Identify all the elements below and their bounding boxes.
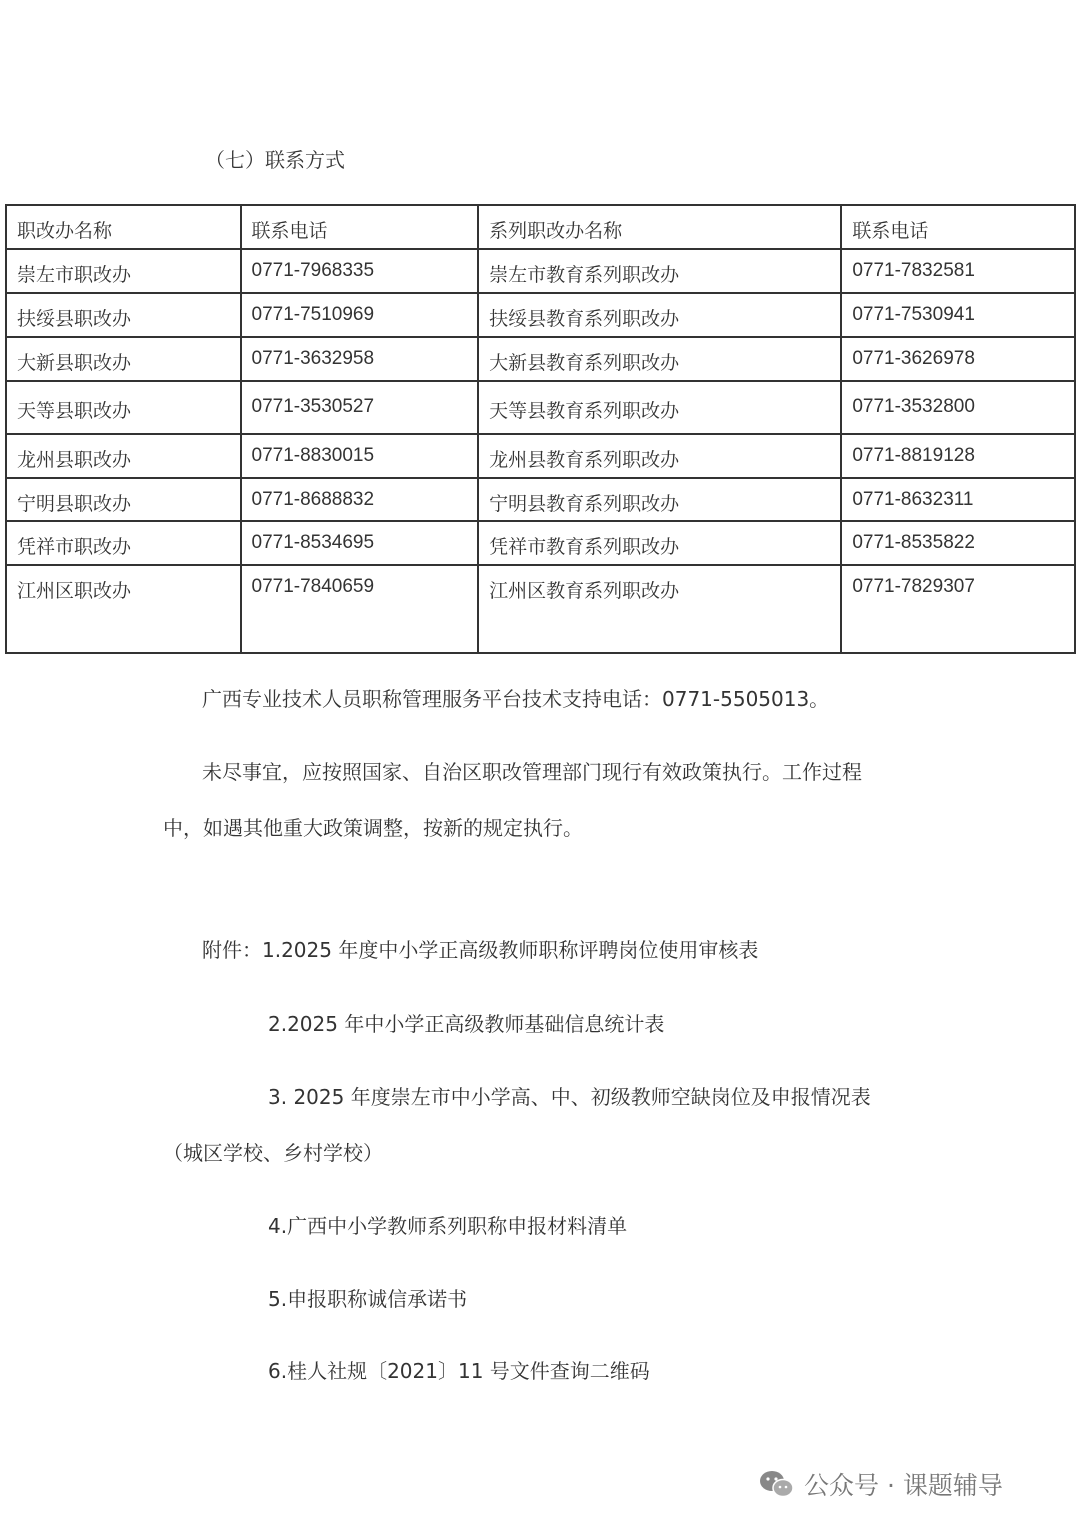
wechat-icon (758, 1469, 796, 1499)
attachment-1: 附件：1.2025 年度中小学正高级教师职称评聘岗位使用审核表 (202, 938, 759, 962)
office-phone: 0771-7510969 (241, 293, 479, 337)
office-phone: 0771-7840659 (241, 565, 479, 653)
office-phone: 0771-3530527 (241, 381, 479, 434)
table-row (6, 434, 1075, 478)
support-phone-line: 广西专业技术人员职称管理服务平台技术支持电话：0771-5505013。 (202, 687, 830, 711)
table-header-row (6, 205, 1075, 249)
series-office-phone: 0771-8535822 (841, 521, 1075, 565)
series-office-phone: 0771-3626978 (841, 337, 1075, 381)
series-office-name: 凭祥市教育系列职改办 (478, 521, 841, 565)
header-cell: 联系电话 (841, 205, 1075, 249)
series-office-name: 大新县教育系列职改办 (478, 337, 841, 381)
attachment-6: 6.桂人社规〔2021〕11 号文件查询二维码 (268, 1359, 650, 1383)
office-phone: 0771-8688832 (241, 478, 479, 521)
office-phone: 0771-8830015 (241, 434, 479, 478)
note-line-1: 未尽事宜，应按照国家、自治区职改管理部门现行有效政策执行。工作过程 (202, 760, 862, 784)
table-row (6, 293, 1075, 337)
series-office-name: 龙州县教育系列职改办 (478, 434, 841, 478)
office-name: 宁明县职改办 (6, 478, 241, 521)
section-heading: （七）联系方式 (205, 148, 345, 172)
office-name: 扶绥县职改办 (6, 293, 241, 337)
attachment-3: 3. 2025 年度崇左市中小学高、中、初级教师空缺岗位及申报情况表 (268, 1085, 871, 1109)
series-office-name: 扶绥县教育系列职改办 (478, 293, 841, 337)
office-name: 崇左市职改办 (6, 249, 241, 293)
office-phone: 0771-3632958 (241, 337, 479, 381)
office-name: 大新县职改办 (6, 337, 241, 381)
contact-table (5, 204, 1076, 654)
table-row (6, 521, 1075, 565)
watermark (758, 1466, 1003, 1502)
series-office-name: 崇左市教育系列职改办 (478, 249, 841, 293)
attachment-3-cont: （城区学校、乡村学校） (163, 1141, 383, 1165)
series-office-phone: 0771-8632311 (841, 478, 1075, 521)
series-office-phone: 0771-8819128 (841, 434, 1075, 478)
attachment-5: 5.申报职称诚信承诺书 (268, 1287, 468, 1311)
attachment-2: 2.2025 年中小学正高级教师基础信息统计表 (268, 1012, 665, 1036)
series-office-name: 宁明县教育系列职改办 (478, 478, 841, 521)
attachment-4: 4.广西中小学教师系列职称申报材料清单 (268, 1214, 628, 1238)
note-line-2: 中，如遇其他重大政策调整，按新的规定执行。 (163, 816, 583, 840)
header-cell: 联系电话 (241, 205, 479, 249)
series-office-phone: 0771-3532800 (841, 381, 1075, 434)
series-office-phone: 0771-7530941 (841, 293, 1075, 337)
series-office-phone: 0771-7832581 (841, 249, 1075, 293)
office-phone: 0771-7968335 (241, 249, 479, 293)
office-name: 天等县职改办 (6, 381, 241, 434)
table-row (6, 337, 1075, 381)
series-office-name: 江州区教育系列职改办 (478, 565, 841, 653)
watermark-text: 公众号 · 课题辅导 (804, 1471, 1003, 1500)
header-cell: 职改办名称 (6, 205, 241, 249)
series-office-name: 天等县教育系列职改办 (478, 381, 841, 434)
header-cell: 系列职改办名称 (478, 205, 841, 249)
table-row (6, 381, 1075, 434)
table-row (6, 478, 1075, 521)
office-phone: 0771-8534695 (241, 521, 479, 565)
office-name: 龙州县职改办 (6, 434, 241, 478)
series-office-phone: 0771-7829307 (841, 565, 1075, 653)
office-name: 凭祥市职改办 (6, 521, 241, 565)
table-row (6, 565, 1075, 653)
office-name: 江州区职改办 (6, 565, 241, 653)
table-row (6, 249, 1075, 293)
